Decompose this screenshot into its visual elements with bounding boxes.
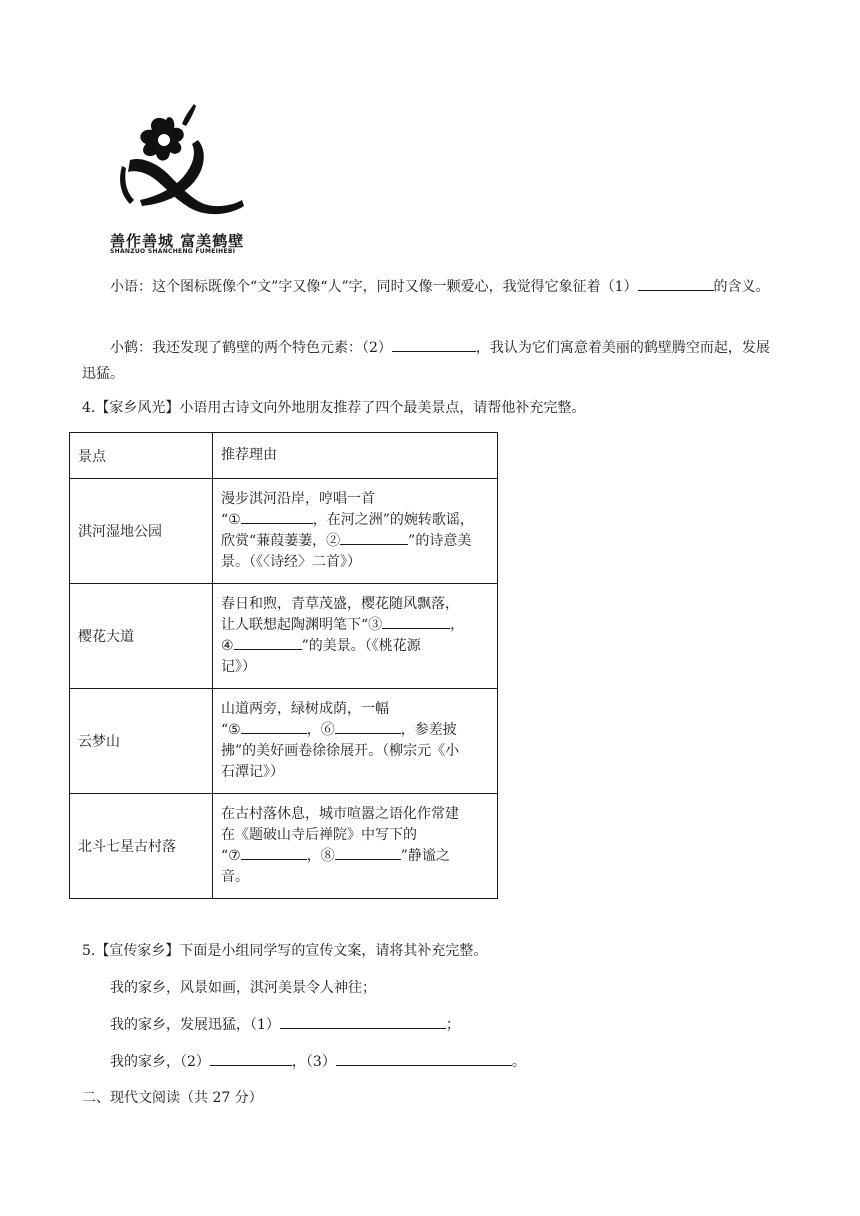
slogan-line-1: 我的家乡，风景如画，淇河美景令人神往； [110,980,376,996]
spot-name: 北斗七星古村落 [70,794,213,899]
answer-blank[interactable] [241,720,307,734]
reason-cell: 漫步淇河沿岸，哼唱一首 “① ，在河之洲”的婉转歌谣， 欣赏“蒹葭萋萋，② ”的诗意美 景。（《〈诗经〉二首》） [213,479,498,584]
answer-blank[interactable] [241,510,313,524]
logo-slogan: 善作善城 富美鹤壁 [110,232,245,250]
answer-blank[interactable] [241,846,307,860]
answer-blank[interactable] [335,846,401,860]
city-logo-mark [108,100,253,230]
reason-cell: 在古村落休息，城市喧嚣之语化作常建 在《题破山寺后禅院》中写下的 “⑦ ，⑧ ”静谧之 音。 [213,794,498,899]
header-reason: 推荐理由 [213,433,498,479]
reason-cell: 山道两旁，绿树成荫，一幅 “⑤ ，⑥ ，参差披 拂”的美好画卷徐徐展开。（柳宗元《小 石潭记》） [213,689,498,794]
section-2-heading: 二、现代文阅读（共 27 分） [82,1090,263,1106]
answer-blank[interactable] [234,636,302,650]
slogan-line-2: 我的家乡，发展迅猛，（1） ； [110,1014,460,1034]
answer-blank[interactable] [638,276,714,291]
spot-name: 淇河湿地公园 [70,479,213,584]
question-5-heading: 5.【宣传家乡】下面是小组同学写的宣传文案，请将其补充完整。 [82,943,488,959]
answer-blank[interactable] [335,720,401,734]
slogan-line-3: 我的家乡，（2） ，（3） 。 [110,1051,526,1071]
answer-blank[interactable] [340,531,408,545]
answer-blank[interactable] [392,337,476,352]
spot-name: 云梦山 [70,689,213,794]
table-row [70,584,498,689]
logo-pinyin: SHANZUO SHANCHENG FUMEIHEBI [110,248,236,255]
reason-cell: 春日和煦，青草茂盛，樱花随风飘落， 让人联想起陶渊明笔下“③ ， ④ ”的美景。（《桃花源 记》） [213,584,498,689]
header-spot: 景点 [70,433,213,479]
spot-name: 樱花大道 [70,584,213,689]
answer-blank[interactable] [280,1014,446,1029]
xiaohe-paragraph: 小鹤：我还发现了鹤壁的两个特色元素：（2） ，我认为它们寓意着美丽的鹤壁腾空而起，发展迅猛。 [82,335,782,387]
answer-blank[interactable] [382,615,450,629]
table-header-row [70,433,498,479]
question-4-heading: 4.【家乡风光】小语用古诗文向外地朋友推荐了四个最美景点，请帮他补充完整。 [82,400,586,416]
answer-blank[interactable] [210,1051,292,1066]
table-row [70,794,498,899]
xiaoyu-paragraph: 小语：这个图标既像个“文”字又像“人”字，同时又像一颗爱心，我觉得它象征着（1） 的含义。 [82,274,782,300]
table-row [70,689,498,794]
table-row [70,479,498,584]
scenic-spots-table [69,432,498,899]
answer-blank[interactable] [336,1051,512,1066]
